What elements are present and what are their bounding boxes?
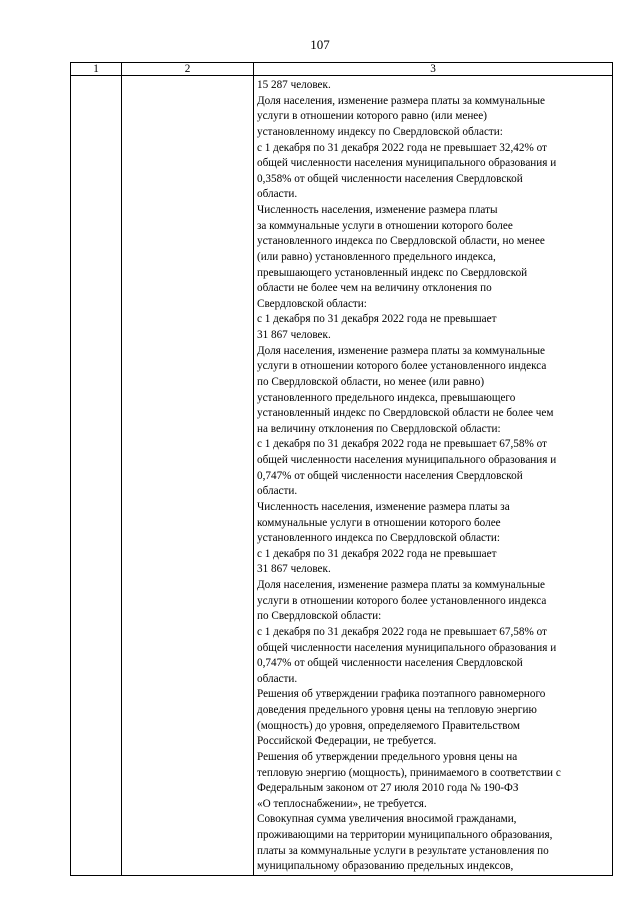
column-header-1: 1 (71, 63, 122, 76)
text-line: с 1 декабря по 31 декабря 2022 года не превышает 67,58% от (257, 438, 547, 451)
text-line: области. (257, 485, 298, 498)
document-table (70, 62, 613, 876)
text-line: тепловую энергию (мощность), принимаемого в соответствии с (257, 766, 561, 779)
text-line: (или равно) установленного предельного индекса, (257, 250, 496, 263)
cell-column-2 (122, 76, 254, 876)
text-line: 31 867 человек. (257, 329, 331, 341)
text-line: Российской Федерации, не требуется. (257, 735, 437, 748)
column-header-2: 2 (122, 63, 254, 76)
text-line: Совокупная сумма увеличения вносимой гражданами, (257, 813, 517, 826)
cell-column-1 (71, 76, 122, 876)
text-line: Доля населения, изменение размера платы за коммунальные (257, 344, 545, 357)
text-line: установленный индекс по Свердловской области не более чем (257, 407, 554, 420)
text-line: муниципальному образованию предельных индексов, (257, 860, 514, 873)
text-line: с 1 декабря по 31 декабря 2022 года не превышает (257, 313, 497, 326)
text-line: 15 287 человек. (257, 79, 331, 91)
text-line: по Свердловской области, но менее (или равно) (257, 375, 485, 388)
text-line: Решения об утверждении предельного уровня цены на (257, 750, 518, 763)
text-line: за коммунальные услуги в отношении которого более (257, 219, 513, 232)
text-line: Федеральным законом от 27 июля 2010 года № 190-ФЗ (257, 782, 519, 795)
text-line: установленного предельного индекса, превышающего (257, 391, 516, 404)
table-row (71, 76, 613, 876)
text-line: с 1 декабря по 31 декабря 2022 года не превышает (257, 547, 497, 560)
text-line: 0,358% от общей численности населения Свердловской (257, 172, 523, 185)
text-line: общей численности населения муниципального образования и (257, 157, 557, 170)
text-line: общей численности населения муниципального образования и (257, 641, 557, 654)
text-line: превышающего установленный индекс по Свердловской (257, 266, 528, 279)
text-line: доведения предельного уровня цены на тепловую энергию (257, 704, 537, 716)
text-line: проживающими на территории муниципального образования, (257, 829, 553, 841)
text-line: общей численности населения муниципального образования и (257, 454, 557, 466)
text-line: 31 867 человек. (257, 563, 331, 576)
text-line: Свердловской области: (257, 297, 367, 310)
text-line: по Свердловской области: (257, 610, 382, 623)
text-line: установленного индекса по Свердловской области, но менее (257, 235, 545, 248)
text-line: Численность населения, изменение размера платы за (257, 500, 510, 513)
text-line: Решения об утверждении графика поэтапного равномерного (257, 688, 546, 701)
text-line: установленному индексу по Свердловской области: (257, 125, 503, 138)
text-line: платы за коммунальные услуги в результате установления по (257, 844, 549, 857)
text-line: коммунальные услуги в отношении которого более (257, 516, 501, 529)
table-header-row (71, 63, 613, 76)
text-line: «О теплоснабжении», не требуется. (257, 797, 427, 810)
text-line: услуги в отношении которого равно (или менее) (257, 110, 487, 123)
text-line: Доля населения, изменение размера платы за коммунальные (257, 579, 545, 591)
text-line: услуги в отношении которого более установленного индекса (257, 594, 547, 607)
column-header-3: 3 (254, 63, 613, 76)
text-line: 0,747% от общей численности населения Свердловской (257, 469, 523, 482)
text-line: на величину отклонения по Свердловской области: (257, 422, 501, 435)
text-line: с 1 декабря по 31 декабря 2022 года не превышает 67,58% от (257, 625, 547, 638)
text-line: услуги в отношении которого более установленного индекса (257, 360, 547, 373)
text-line: области. (257, 188, 298, 201)
text-line: с 1 декабря по 31 декабря 2022 года не превышает 32,42% от (257, 141, 547, 154)
cell-column-3 (254, 76, 613, 876)
text-line: Численность населения, изменение размера платы (257, 204, 498, 216)
text-line: области не более чем на величину отклонения по (257, 282, 492, 295)
text-line: области. (257, 672, 298, 685)
page-number: 107 (310, 37, 330, 52)
text-line: 0,747% от общей численности населения Свердловской (257, 657, 523, 670)
text-line: установленного индекса по Свердловской области: (257, 532, 501, 545)
column-3-text (254, 76, 612, 875)
text-line: Доля населения, изменение размера платы за коммунальные (257, 94, 545, 107)
text-line: (мощность) до уровня, определяемого Правительством (257, 719, 520, 732)
